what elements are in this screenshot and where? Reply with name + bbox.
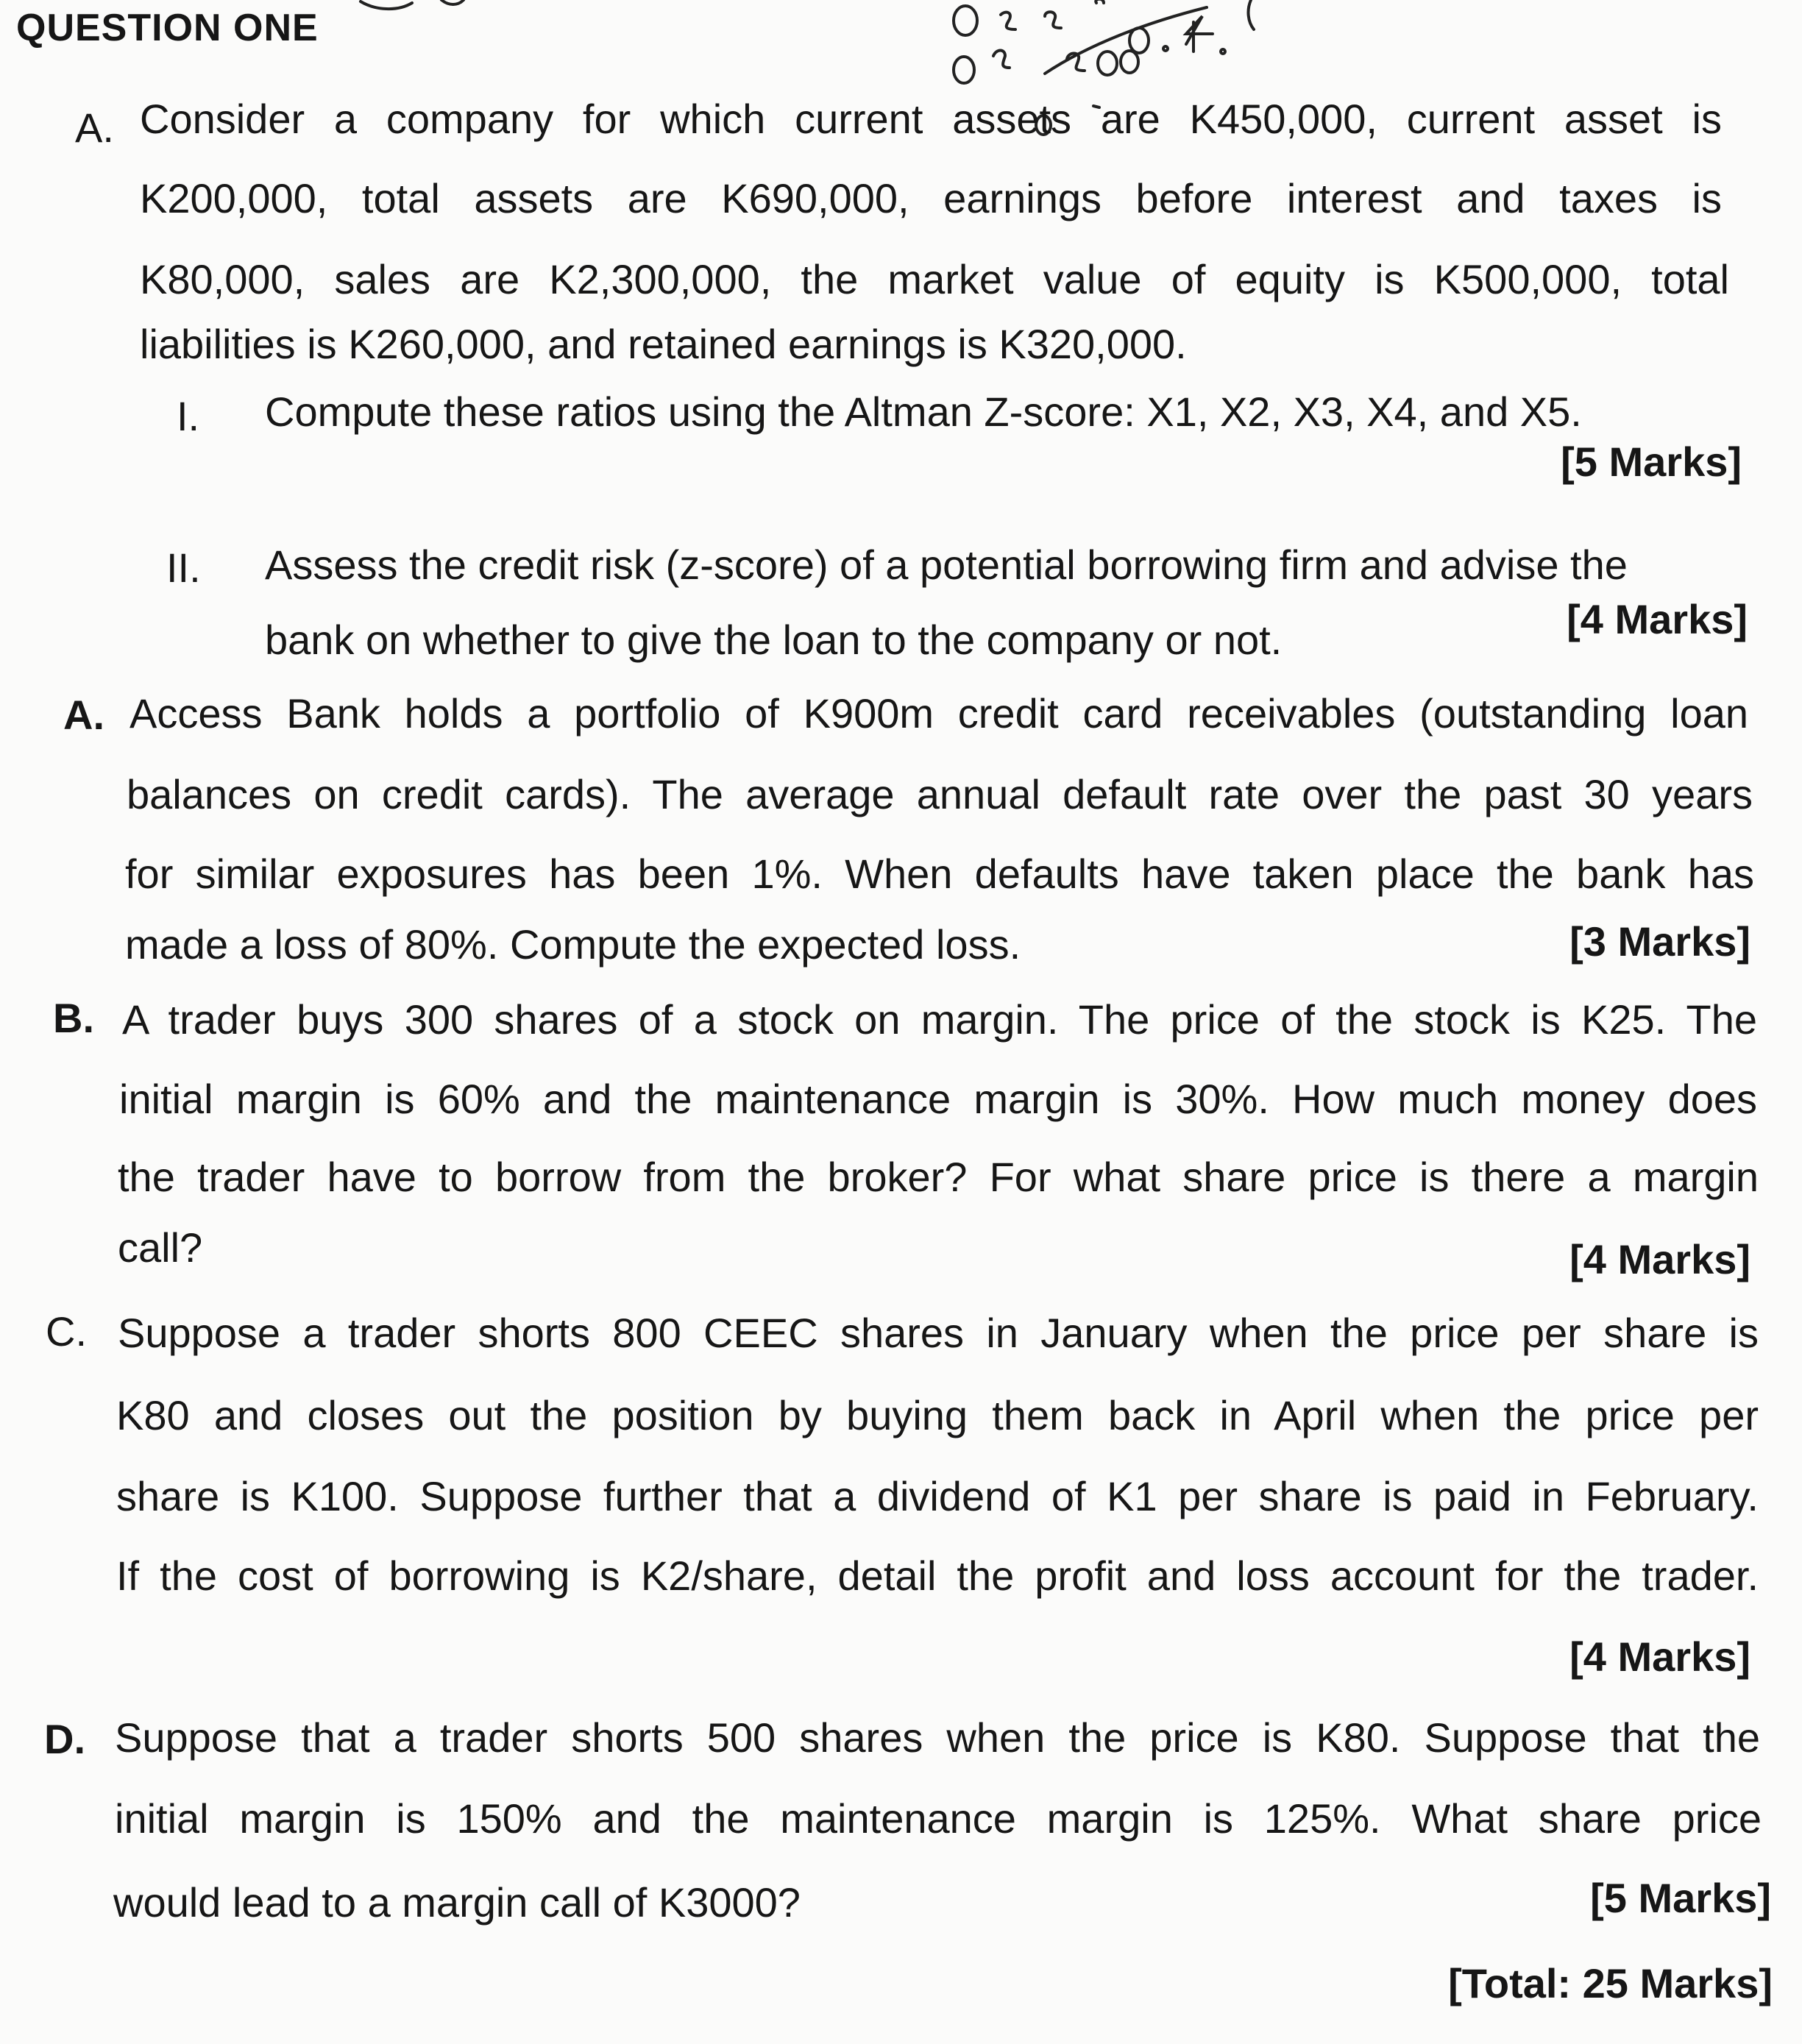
question-text-line: If the cost of borrowing is K2/share, detail the profit and loss account for the trader. bbox=[116, 1552, 1759, 1599]
subquestion-text: Compute these ratios using the Altman Z-score: X1, X2, X3, X4, and X5. bbox=[265, 388, 1582, 435]
marks-label: [3 Marks] bbox=[1569, 918, 1750, 965]
question-text-line: Suppose that a trader shorts 500 shares when the price is K80. Suppose that the bbox=[115, 1714, 1760, 1761]
question-text-line: for similar exposures has been 1%. When defaults have taken place the bank has bbox=[125, 851, 1754, 897]
question-text-line: liabilities is K260,000, and retained earnings is K320,000. bbox=[140, 321, 1187, 367]
question-text-line: K80,000, sales are K2,300,000, the market value of equity is K500,000, total bbox=[140, 256, 1729, 302]
question-text-line: made a loss of 80%. Compute the expected loss. bbox=[125, 921, 1021, 968]
question-text-line: the trader have to borrow from the broker? For what share price is there a margin bbox=[118, 1154, 1759, 1200]
question-label: B. bbox=[53, 995, 94, 1041]
question-text-line: Access Bank holds a portfolio of K900m credit card receivables (outstanding loan bbox=[130, 690, 1748, 737]
question-label: D. bbox=[44, 1716, 85, 1762]
question-text-line: Consider a company for which current assets are K450,000, current asset is bbox=[140, 96, 1722, 142]
total-marks: [Total: 25 Marks] bbox=[1448, 1960, 1773, 2006]
question-label: A. bbox=[75, 104, 114, 151]
subquestion-text: bank on whether to give the loan to the company or not. bbox=[265, 617, 1283, 663]
question-text-line: balances on credit cards). The average annual default rate over the past 30 years bbox=[127, 771, 1753, 817]
question-text-line: call? bbox=[118, 1224, 203, 1271]
question-text-line: would lead to a margin call of K3000? bbox=[113, 1879, 801, 1926]
marks-label: [4 Marks] bbox=[1569, 1633, 1750, 1680]
question-text-line: K80 and closes out the position by buying them back in April when the price per bbox=[116, 1392, 1759, 1438]
marks-label: [5 Marks] bbox=[1561, 439, 1742, 485]
subquestion-label: II. bbox=[166, 544, 201, 591]
question-text-line: K200,000, total assets are K690,000, earnings before interest and taxes is bbox=[140, 175, 1722, 221]
question-heading: QUESTION ONE bbox=[16, 7, 319, 49]
marks-label: [4 Marks] bbox=[1567, 596, 1748, 642]
question-text-line: initial margin is 60% and the maintenance margin is 30%. How much money does bbox=[119, 1076, 1757, 1122]
question-label: A. bbox=[63, 692, 104, 738]
question-label: C. bbox=[46, 1308, 87, 1355]
marks-label: [5 Marks] bbox=[1590, 1875, 1771, 1921]
subquestion-label: I. bbox=[177, 393, 200, 439]
question-text-line: A trader buys 300 shares of a stock on margin. The price of the stock is K25. The bbox=[122, 996, 1757, 1043]
subquestion-text: Assess the credit risk (z-score) of a potential borrowing firm and advise the bbox=[265, 542, 1628, 588]
marks-label: [4 Marks] bbox=[1569, 1236, 1750, 1282]
question-text-line: Suppose a trader shorts 800 CEEC shares in January when the price per share is bbox=[118, 1310, 1759, 1356]
question-text-line: share is K100. Suppose further that a dividend of K1 per share is paid in February. bbox=[116, 1473, 1759, 1519]
question-text-line: initial margin is 150% and the maintenance margin is 125%. What share price bbox=[115, 1795, 1762, 1842]
